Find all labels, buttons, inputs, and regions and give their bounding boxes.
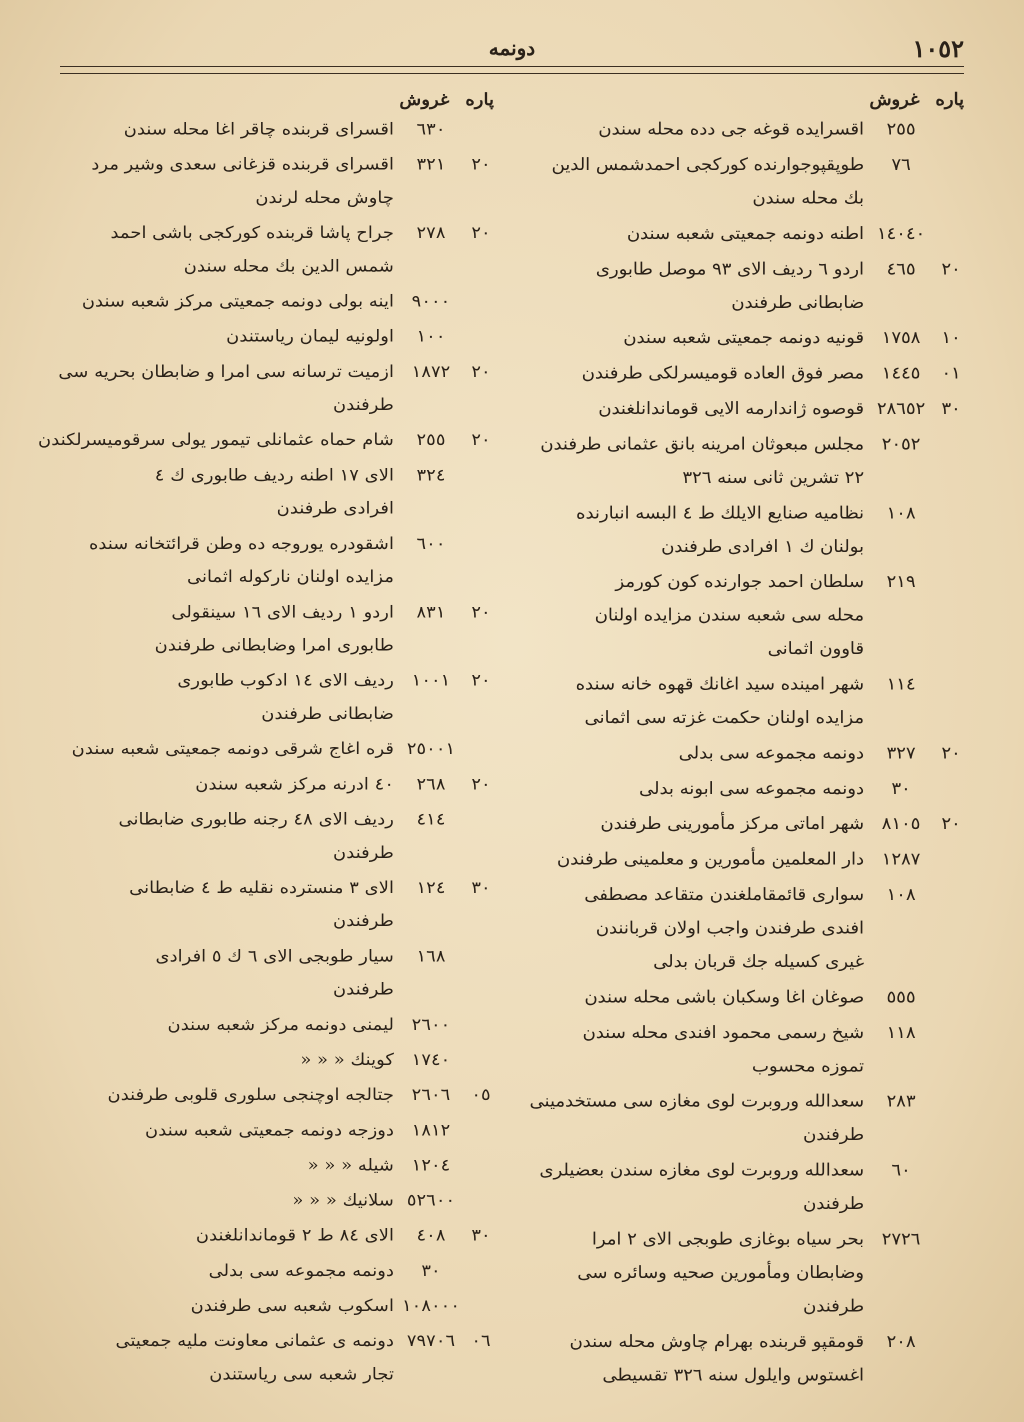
entry-line: اولونيه ليمان رياستندن xyxy=(226,326,394,347)
ledger-entry xyxy=(54,733,494,766)
entry-para: ٢٠ xyxy=(471,774,491,794)
left-column xyxy=(38,90,494,1391)
entry-amount: ١٦٨ xyxy=(416,946,446,966)
entry-description xyxy=(524,357,864,391)
entry-line: بحر سياه بوغازى طوبجى الاى ٢ امرا xyxy=(591,1229,864,1250)
para-header: پاره xyxy=(465,90,494,110)
entry-line: قومقپو قربنده بهرام چاوش محله سندن xyxy=(569,1331,864,1352)
ledger-entry xyxy=(54,1114,494,1147)
entry-line: سلطان احمد جوارنده كون كورمز xyxy=(615,572,864,592)
entry-line: ضابطانى طرفندن xyxy=(731,292,864,313)
entry-line: تجار شعبه سى رياستندن xyxy=(209,1364,394,1385)
entry-description xyxy=(54,1325,394,1392)
entry-description xyxy=(54,1149,394,1182)
ledger-entry xyxy=(54,1009,494,1042)
entry-description xyxy=(54,528,394,595)
entry-line: اردو ١ رديف الاى ١٦ سينقولى xyxy=(171,602,394,622)
entry-line: دونمه مجموعه سى بدلى xyxy=(678,743,864,764)
entry-description xyxy=(524,1085,864,1152)
entry-amount: ١٠٨ xyxy=(886,885,916,905)
entry-description xyxy=(524,218,864,252)
entry-para: ٢٠ xyxy=(471,223,491,243)
ledger-entry xyxy=(524,1154,964,1221)
entry-description xyxy=(524,428,864,495)
entry-line: جراح پاشا قربنده كوركجى باشى احمد xyxy=(110,223,394,243)
entry-amount: ١٢٠٤ xyxy=(411,1155,451,1176)
ledger-entry xyxy=(524,772,964,806)
entry-line: شهر امينده سيد اغانك قهوه خانه سنده xyxy=(575,674,864,695)
entry-amount: ٥٥٥ xyxy=(886,987,916,1008)
entry-description xyxy=(524,668,864,735)
entry-description xyxy=(54,872,394,939)
ledger-entry xyxy=(524,566,964,667)
entry-line: وضابطان ومأمورين صحيه وسائره سى xyxy=(577,1263,864,1283)
entry-line: سلانيك « « « xyxy=(292,1190,394,1211)
entry-amount: ٢١٩ xyxy=(886,572,916,592)
entry-description xyxy=(524,393,864,427)
entry-line: افرادى طرفندن xyxy=(276,498,394,519)
entry-description xyxy=(524,566,864,667)
entry-amount: ٢٠٨ xyxy=(886,1331,916,1352)
entry-description xyxy=(54,320,394,353)
column-header xyxy=(54,90,494,109)
entry-amount: ٢٨٣ xyxy=(886,1091,916,1112)
entry-line: ليمنى دونمه مركز شعبه سندن xyxy=(167,1015,394,1035)
entry-amount: ٣٢٧ xyxy=(886,743,916,764)
entry-line: جتالجه اوچنجى سلورى قلوبى طرفندن xyxy=(107,1085,394,1105)
entry-amount: ٨٣١ xyxy=(416,602,446,622)
header-rule xyxy=(60,66,964,74)
entry-para: ٢٠ xyxy=(471,154,491,175)
entry-amount: ١٠٠ xyxy=(416,326,446,347)
ledger-entry xyxy=(54,768,494,801)
entry-para: ٢٠ xyxy=(941,743,961,764)
ledger-entry xyxy=(54,1079,494,1112)
ledger-entry xyxy=(524,113,964,147)
entry-amount: ٤١٤ xyxy=(416,809,446,830)
entry-description xyxy=(524,1154,864,1221)
entry-description xyxy=(524,1223,864,1324)
entry-line: اقسراى قربنده قزغانى سعدى وشير مرد xyxy=(91,154,394,175)
entry-amount: ١١٤ xyxy=(886,674,916,695)
entry-line: طرفندن xyxy=(333,979,394,1000)
ledger-entry xyxy=(524,497,964,564)
entry-line: بك محله سندن xyxy=(752,188,864,209)
entry-line: دونمه مجموعه سى بدلى xyxy=(208,1261,394,1281)
entry-description xyxy=(54,459,394,526)
entry-line: چاوش محله لرندن xyxy=(255,188,394,208)
entry-line: سوارى قائمقاملغندن متقاعد مصطفى xyxy=(584,885,864,905)
entry-line: قره اغاج شرقى دونمه جمعيتى شعبه سندن xyxy=(71,739,394,759)
entry-para: ١٠ xyxy=(941,328,961,348)
kurus-header: غروش xyxy=(399,90,450,110)
ledger-entry xyxy=(524,843,964,877)
entry-description xyxy=(54,1044,394,1077)
entry-line: سعدالله وروبرت لوى مغازه سندن بعضيلرى xyxy=(539,1160,864,1181)
entry-line: طوپقپوجوارنده كوركجى احمدشمس الدين xyxy=(551,155,864,175)
entry-line: شيله « « « xyxy=(307,1155,394,1176)
entry-line: دونمه ى عثمانى معاونت مليه جمعيتى xyxy=(115,1331,394,1351)
ledger-entry xyxy=(524,981,964,1015)
entry-amount: ١٨١٢ xyxy=(411,1120,451,1140)
left-entries xyxy=(38,113,494,1391)
entry-line: طرفندن xyxy=(803,1296,864,1317)
entry-amount: ٣٢١ xyxy=(416,154,446,175)
entry-para: ٣٠ xyxy=(471,878,491,898)
entry-amount: ٢٥٥ xyxy=(416,430,446,450)
entry-amount: ٣٠ xyxy=(891,778,911,799)
ledger-entry xyxy=(524,322,964,356)
entry-line: صوغان اغا وسكبان باشى محله سندن xyxy=(584,987,864,1008)
ledger-entry xyxy=(524,149,964,216)
entry-line: كوينك « « « xyxy=(300,1050,394,1070)
entry-amount: ١٨٧٢ xyxy=(411,361,451,382)
ledger-entry xyxy=(54,320,494,353)
ledger-entry xyxy=(524,808,964,842)
right-entries xyxy=(524,113,964,1392)
entry-amount: ٢٥٥ xyxy=(886,119,916,140)
entry-para: ٠٥ xyxy=(471,1085,491,1105)
kurus-header: غروش xyxy=(869,90,920,110)
ledger-entry xyxy=(54,528,494,595)
entry-line: الاى ١٧ اطنه رديف طابورى ك ٤ xyxy=(154,465,394,485)
entry-amount: ٦٣٠ xyxy=(416,119,446,140)
entry-line: ازميت ترسانه سى امرا و ضابطان بحريه سى xyxy=(58,361,394,382)
entry-para: ٢٠ xyxy=(471,430,491,450)
entry-description xyxy=(524,843,864,877)
entry-line: الاى ٨٤ ط ٢ قوماندانلغندن xyxy=(195,1225,394,1246)
ledger-entry xyxy=(54,940,494,1007)
entry-line: رديف الاى ١٤ ادكوب طابورى xyxy=(177,670,394,691)
entry-description xyxy=(38,424,394,457)
ledger-entry xyxy=(54,148,494,215)
entry-para: ٢٠ xyxy=(471,361,491,382)
entry-line: ضابطانى طرفندن xyxy=(261,704,394,724)
ledger-entry xyxy=(54,1325,494,1392)
ledger-entry xyxy=(524,253,964,320)
entry-amount: ١٠٠١ xyxy=(411,670,451,691)
entry-description xyxy=(54,1184,394,1217)
entry-description xyxy=(524,322,864,356)
ledger-entry xyxy=(54,285,494,318)
entry-description xyxy=(524,149,864,216)
page-header xyxy=(60,30,964,70)
entry-amount: ١٧٥٨ xyxy=(881,328,921,348)
entry-amount: ١٢٨٧ xyxy=(881,849,921,870)
entry-description xyxy=(54,940,394,1007)
entry-line: اينه بولى دونمه جمعيتى مركز شعبه سندن xyxy=(81,291,394,312)
entry-line: اطنه دونمه جمعيتى شعبه سندن xyxy=(626,224,864,244)
entry-line: شيخ رسمى محمود افندى محله سندن xyxy=(582,1022,864,1043)
entry-line: رديف الاى ٤٨ رجنه طابورى ضابطانى xyxy=(118,809,394,830)
entry-amount: ٧٩٧٠٦ xyxy=(406,1331,456,1351)
entry-description xyxy=(524,737,864,771)
entry-description xyxy=(524,1016,864,1083)
right-column xyxy=(524,90,964,1392)
entry-amount: ٥٢٦٠٠ xyxy=(406,1190,456,1211)
entry-amount: ٢٦٠٦ xyxy=(411,1085,451,1105)
column-header xyxy=(524,90,964,110)
ledger-entry xyxy=(524,393,964,427)
page-number: ١٠٥٢ xyxy=(912,34,964,63)
ledger-entry xyxy=(54,355,494,422)
entry-amount: ٩٠٠٠ xyxy=(411,291,451,312)
entry-description xyxy=(54,664,394,731)
entry-amount: ٦٠ xyxy=(891,1160,911,1181)
entry-amount: ٧٦ xyxy=(891,155,911,175)
entry-line: قوصوه ژاندارمه الايى قوماندانلغندن xyxy=(598,399,864,419)
entry-amount: ٨١٠٥ xyxy=(881,814,921,834)
entry-line: نظاميه صنايع الايلك ط ٤ البسه انبارنده xyxy=(576,503,864,523)
entry-description xyxy=(54,1009,394,1042)
entry-description xyxy=(524,497,864,564)
ledger-entry xyxy=(524,1325,964,1392)
entry-description xyxy=(54,1079,394,1112)
ledger-entry xyxy=(524,879,964,980)
entry-description xyxy=(54,1255,394,1288)
entry-line: سيار طوبجى الاى ٦ ك ٥ افرادى xyxy=(155,946,394,966)
entry-amount: ١١٨ xyxy=(886,1022,916,1043)
entry-line: طابورى امرا وضابطانى طرفندن xyxy=(154,635,394,656)
entry-description xyxy=(524,879,864,980)
entry-line: اقسراى قربنده چاقر اغا محله سندن xyxy=(123,119,394,140)
entry-amount: ٢٠٥٢ xyxy=(881,434,921,455)
entry-line: شمس الدين بك محله سندن xyxy=(183,256,394,276)
ledger-entry xyxy=(54,1044,494,1077)
ledger-entry xyxy=(524,218,964,252)
entry-amount: ١٠٨ xyxy=(886,503,916,523)
ledger-entry xyxy=(54,1290,494,1323)
entry-amount: ٣٢٤ xyxy=(416,465,446,485)
entry-amount: ١٠٨٠٠٠ xyxy=(401,1296,460,1316)
ledger-entry xyxy=(54,596,494,663)
ledger-entry xyxy=(54,1255,494,1288)
entry-line: اغستوس وايلول سنه ٣٢٦ تقسيطى xyxy=(602,1365,864,1386)
entry-line: مجلس مبعوثان امرينه بانق عثمانى طرفندن xyxy=(540,434,864,455)
entry-line: طرفندن xyxy=(333,842,394,863)
entry-description xyxy=(524,808,864,842)
ledger-entry xyxy=(524,1223,964,1324)
entry-amount: ٣٠ xyxy=(421,1261,441,1281)
entry-line: سعدالله وروبرت لوى مغازه سى مستخدمينى xyxy=(529,1091,864,1112)
entry-description xyxy=(54,113,394,146)
entry-line: قونيه دونمه جمعيتى شعبه سندن xyxy=(623,328,864,348)
entry-amount: ١٢٤ xyxy=(416,878,446,898)
entry-line: الاى ٣ منسترده نقليه ط ٤ ضابطانى xyxy=(129,878,394,898)
entry-para: ٢٠ xyxy=(471,602,491,622)
ledger-entry xyxy=(54,1149,494,1182)
entry-amount: ١٤٠٤٠ xyxy=(876,224,926,244)
entry-amount: ١٤٤٥ xyxy=(881,363,921,384)
ledger-entry xyxy=(54,113,494,146)
entry-description xyxy=(54,217,394,284)
entry-line: دار المعلمين مأمورين و معلمينى طرفندن xyxy=(556,849,864,870)
entry-amount: ٢٥٠٠١ xyxy=(406,739,456,759)
entry-para: ٢٠ xyxy=(941,814,961,834)
ledger-entry xyxy=(54,803,494,870)
entry-line: طرفندن xyxy=(333,395,394,415)
entry-line: طرفندن xyxy=(333,911,394,931)
entry-amount: ٦٠٠ xyxy=(416,534,446,554)
entry-description xyxy=(54,1219,394,1252)
entry-line: اقسرايده قوغه جى دده محله سندن xyxy=(598,119,864,140)
entry-para: ٢٠ xyxy=(471,670,491,691)
entry-description xyxy=(524,772,864,806)
entry-line: بولنان ك ١ افرادى طرفندن xyxy=(661,536,864,557)
entry-amount: ٢٧٨ xyxy=(416,223,446,243)
ledger-entry xyxy=(54,1184,494,1217)
entry-line: شهر اماتى مركز مأمورينى طرفندن xyxy=(600,814,864,834)
ledger-entry xyxy=(524,668,964,735)
ledger-entry xyxy=(54,1219,494,1252)
ledger-entry xyxy=(524,737,964,771)
ledger-entry xyxy=(54,217,494,284)
ledger-entry xyxy=(524,1085,964,1152)
entry-line: طرفندن xyxy=(803,1194,864,1214)
entry-line: اردو ٦ رديف الاى ٩٣ موصل طابورى xyxy=(595,259,864,279)
entry-description xyxy=(54,1114,394,1147)
entry-description xyxy=(524,113,864,147)
entry-line: ٢٢ تشرين ثانى سنه ٣٢٦ xyxy=(682,467,864,488)
ledger-entry xyxy=(524,428,964,495)
entry-amount: ٢٧٢٦ xyxy=(881,1229,921,1250)
entry-line: مزايده اولنان ناركوله اثمانى xyxy=(186,567,394,587)
entry-description xyxy=(54,803,394,870)
entry-amount: ٤٦٥ xyxy=(886,259,916,279)
entry-description xyxy=(54,768,394,801)
entry-amount: ٢٦٠٠ xyxy=(411,1015,451,1035)
ledger-entry xyxy=(54,872,494,939)
entry-amount: ٢٨٦٥٢ xyxy=(876,399,926,419)
running-title: دونمه xyxy=(488,36,536,60)
entry-para: ٣٠ xyxy=(471,1225,491,1246)
entry-description xyxy=(54,596,394,663)
entry-description xyxy=(54,355,394,422)
entry-description xyxy=(54,285,394,318)
entry-para: ٢٠ xyxy=(941,259,961,279)
entry-description xyxy=(54,1290,394,1323)
ledger-entry xyxy=(38,424,494,457)
entry-line: ٤٠ ادرنه مركز شعبه سندن xyxy=(195,774,394,794)
entry-amount: ٢٦٨ xyxy=(416,774,446,794)
entry-para: ٠٦ xyxy=(471,1331,491,1351)
ledger-entry xyxy=(54,664,494,731)
ledger-entry xyxy=(54,459,494,526)
entry-line: مصر فوق العاده قوميسرلكى طرفندن xyxy=(581,363,864,384)
entry-line: قاوون اثمانى xyxy=(767,639,864,659)
entry-line: غيرى كسيله جك قربان بدلى xyxy=(653,952,864,972)
entry-description xyxy=(524,1325,864,1392)
entry-para: ٠١ xyxy=(941,363,961,384)
entry-line: شام حماه عثمانلى تيمور يولى سرقوميسرلكندن xyxy=(38,430,394,450)
entry-line: اسكوب شعبه سى طرفندن xyxy=(190,1296,394,1316)
entry-line: محله سى شعبه سندن مزايده اولنان xyxy=(594,605,864,626)
entry-line: اشقودره يوروجه ده وطن قرائتخانه سنده xyxy=(88,534,394,554)
entry-line: دونمه مجموعه سى ابونه بدلى xyxy=(638,778,864,799)
entry-description xyxy=(524,981,864,1015)
entry-description xyxy=(54,148,394,215)
ledger-entry xyxy=(524,1016,964,1083)
entry-para: ٣٠ xyxy=(941,399,961,419)
ledger-entry xyxy=(524,357,964,391)
entry-line: تموزه محسوب xyxy=(751,1056,864,1076)
entry-amount: ١٧٤٠ xyxy=(411,1050,451,1070)
entry-description xyxy=(54,733,394,766)
entry-line: طرفندن xyxy=(803,1125,864,1145)
entry-line: افندى طرفندن واجب اولان قربانندن xyxy=(595,918,864,939)
entry-amount: ٤٠٨ xyxy=(416,1225,446,1246)
entry-line: مزايده اولنان حكمت غزته سى اثمانى xyxy=(584,708,864,728)
entry-line: دوزجه دونمه جمعيتى شعبه سندن xyxy=(145,1120,394,1140)
para-header: پاره xyxy=(935,90,964,110)
entry-description xyxy=(524,253,864,320)
